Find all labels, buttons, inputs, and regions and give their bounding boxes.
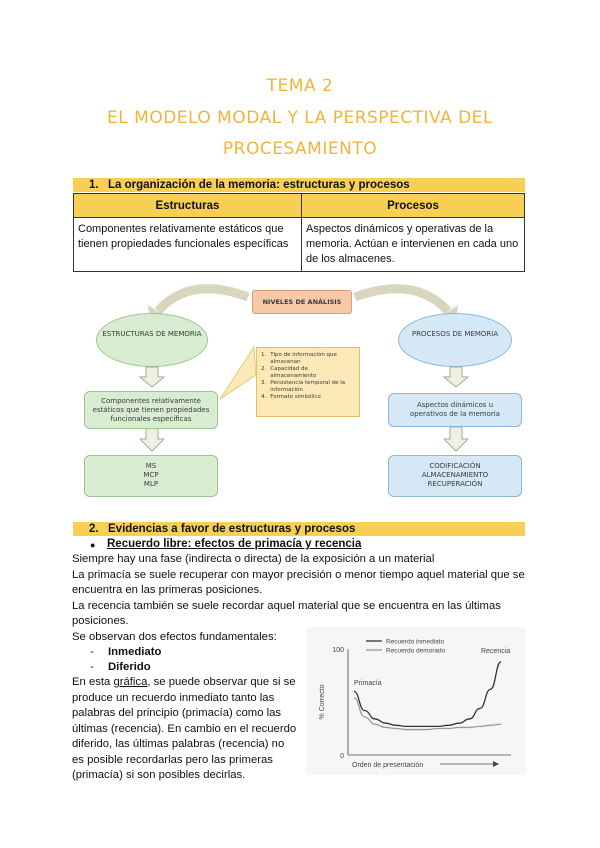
chart-svg — [306, 627, 526, 775]
legend-label: Recuerdo inmediato — [386, 638, 445, 646]
note-box — [256, 347, 360, 417]
effect-inmediato: Inmediato — [108, 646, 162, 658]
x-axis-label-arrowhead — [493, 761, 499, 767]
section-1-heading — [73, 178, 525, 192]
chart-paragraph-line: es posible recordarlas pero las primeras — [72, 754, 273, 766]
effect-dash-2: - — [90, 661, 94, 673]
paragraph-3b: posiciones. — [72, 615, 129, 627]
down-arrow-left-1 — [140, 367, 164, 387]
subheading: Recuerdo libre: efectos de primacía y recencia — [107, 538, 362, 550]
curve-arrow-right — [355, 289, 448, 311]
chart-paragraph-line: produce un recuerdo inmediato tanto las — [72, 692, 275, 704]
series-line-demorado — [354, 698, 501, 730]
table-cell-estructuras: Componentes relativamente estáticos que tienen propiedades funcionales específicas — [74, 218, 302, 272]
x-axis-label: Orden de presentación — [352, 762, 424, 769]
paragraph-3a: La recencia también se suele recordar aquel material que se encuentra en las últimas — [72, 600, 501, 612]
store-ms: MS — [145, 462, 157, 470]
y-tick-label: 100 — [332, 647, 344, 654]
processes-circle: PROCESOS DE MEMORIA — [398, 313, 512, 367]
bullet-icon: ● — [90, 540, 96, 550]
process-recuperacion: RECUPERACIÓN — [427, 480, 483, 488]
process-almacenamiento: ALMACENAMIENTO — [421, 471, 489, 479]
processes-description: Aspectos dinámicos u operativos de la memoria — [388, 393, 522, 427]
levels-diagram — [80, 277, 525, 502]
section-1-number: 1. — [89, 179, 99, 191]
table-header-estructuras: Estructuras — [74, 194, 302, 218]
note-item: 2. Capacidad de almacenamiento — [261, 366, 317, 379]
chart-paragraph-line: palabras del principio (primacía) como las — [72, 707, 282, 719]
note-item: 3. Persistencia temporal de la información — [261, 380, 346, 393]
down-arrow-right-1 — [444, 367, 468, 387]
note-item: 4. Formato simbólico — [261, 394, 321, 400]
paragraph-2a: La primacía se suele recuperar con mayor precisión o menor tiempo aquel material que se — [72, 569, 525, 581]
store-mlp: MLP — [143, 480, 159, 488]
y-tick-label: 0 — [340, 753, 344, 760]
levels-box: NIVELES DE ANÁLISIS — [252, 290, 352, 314]
table-cell-procesos: Aspectos dinámicos y operativas de la memoria. Actúan e intervienen en cada uno de los almacenes. — [302, 218, 525, 272]
title-line-1: TEMA 2 — [266, 76, 334, 96]
curve-arrow-left — [158, 289, 248, 311]
memory-processes-box — [388, 455, 522, 497]
serial-position-chart — [306, 627, 526, 775]
chart-paragraph-line: últimas (recencia). En cambio en el recuerdo — [72, 723, 297, 735]
structures-circle: ESTRUCTURAS DE MEMORIA — [96, 313, 208, 367]
structures-description: Componentes relativamente estáticos que tienen propiedades funcionales específicas — [84, 391, 218, 429]
title-line-3: PROCESAMIENTO — [222, 139, 378, 159]
grafica-link[interactable]: gráfica — [113, 676, 148, 688]
chart-paragraph-line: diferido, las últimas palabras (recencia) no — [72, 738, 285, 750]
chart-paragraph-line: En esta gráfica, se puede observar que si se — [72, 676, 296, 688]
store-mcp: MCP — [143, 471, 159, 479]
paragraph-4: Se observan dos efectos fundamentales: — [72, 631, 277, 643]
down-arrow-left-2 — [140, 427, 164, 451]
paragraph-2b: encuentra en las primeras posiciones. — [72, 584, 263, 596]
note-pointer — [220, 347, 256, 399]
y-axis-label: % Correcto — [319, 684, 326, 720]
effect-diferido: Diferido — [108, 661, 151, 673]
process-codificacion: CODIFICACIÓN — [429, 462, 481, 470]
section-2-heading — [73, 522, 525, 536]
structures-processes-table — [73, 193, 525, 272]
memory-stores-box — [84, 455, 218, 497]
section-2-title: Evidencias a favor de estructuras y procesos — [108, 523, 356, 535]
series-line-inmediato — [354, 662, 501, 727]
paragraph-1: Siempre hay una fase (indirecta o directa) de la exposición a un material — [72, 553, 435, 565]
section-2-number: 2. — [89, 523, 99, 535]
effect-dash-1: - — [90, 646, 94, 658]
table-header-procesos: Procesos — [302, 194, 525, 218]
chart-paragraph-line: (primacía) si son posibles decirlas. — [72, 769, 246, 781]
down-arrow-right-2 — [444, 427, 468, 451]
note-item: 1. Tipo de información que almacenan — [261, 352, 337, 365]
annotation-primacia: Primacía — [354, 680, 382, 688]
title-line-2: EL MODELO MODAL Y LA PERSPECTIVA DEL — [107, 108, 493, 128]
legend-label: Recuerdo demorado — [386, 647, 446, 655]
section-1-title: La organización de la memoria: estructuras y procesos — [108, 179, 410, 191]
annotation-recencia: Recencia — [481, 648, 511, 656]
